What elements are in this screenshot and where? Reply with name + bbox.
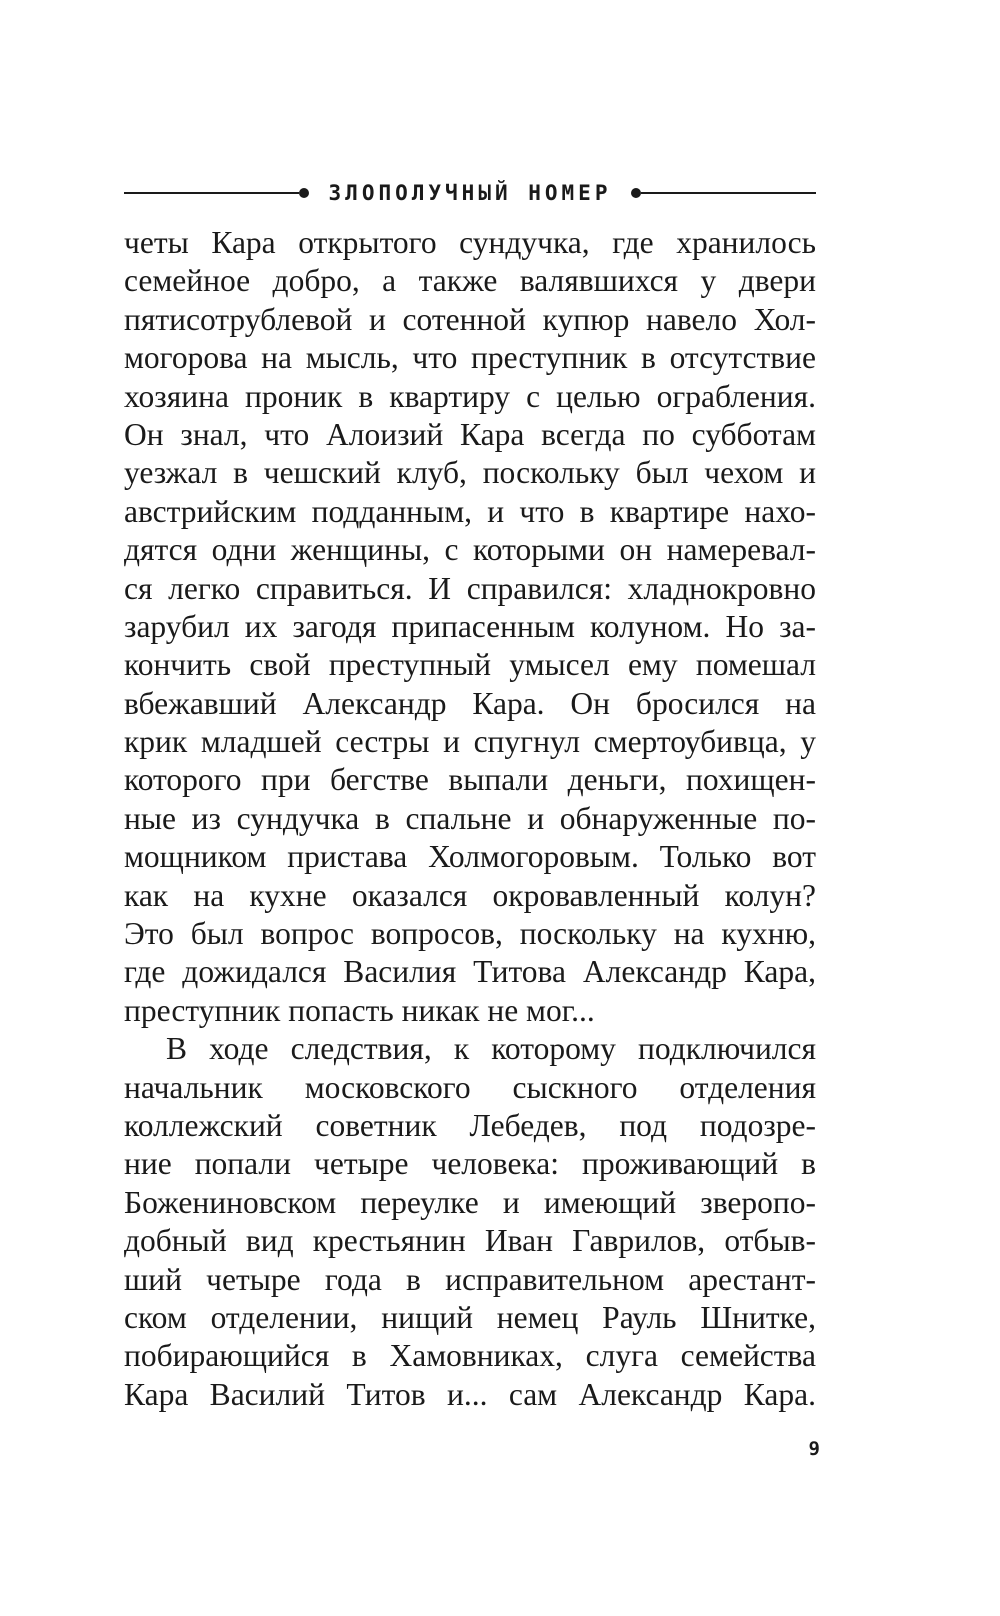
text-line: которого при бегстве выпали деньги, похищен- [124, 762, 816, 798]
header-rule-left [124, 192, 299, 194]
text-line: преступник попасть никак не мог... [124, 992, 595, 1028]
text-line: В ходе следствия, к которому подключился [166, 1031, 816, 1067]
text-line: вбежавший Александр Кара. Он бросился на [124, 685, 816, 721]
text-line: дятся одни женщины, с которыми он намеревал- [124, 532, 816, 568]
page-number: 9 [808, 1438, 820, 1460]
text-line: четы Кара открытого сундучка, где хранилось [124, 225, 816, 260]
text-line: начальник московского сыскного отделения [124, 1069, 816, 1105]
text-line: мощником пристава Холмогоровым. Только вот [124, 839, 816, 875]
text-line: уезжал в чешский клуб, поскольку был чехом и [124, 455, 816, 491]
text-line: зарубил их загодя припасенным колуном. Но за- [124, 608, 816, 644]
text-line: ший четыре года в исправительном арестант- [124, 1261, 816, 1297]
text-line: ные из сундучка в спальне и обнаруженные по- [124, 800, 816, 836]
header-rule-right [641, 192, 816, 194]
body-text [124, 224, 816, 1414]
text-line: семейное добро, а также валявшихся у двери [124, 263, 816, 299]
text-line: как на кухне оказался окровавленный колун? [124, 877, 816, 913]
text-line: крик младшей сестры и спугнул смертоубивца, у [124, 724, 816, 760]
text-line: Он знал, что Алоизий Кара всегда по субботам [124, 416, 816, 452]
text-line: коллежский советник Лебедев, под подозре- [124, 1107, 816, 1143]
text-line: Кара Василий Титов и... сам Александр Кара. [124, 1376, 816, 1412]
text-line: Божениновском переулке и имеющий зверопо- [124, 1184, 816, 1220]
running-title: ЗЛОПОЛУЧНЫЙ НОМЕР [328, 181, 612, 205]
text-line: пятисотрублевой и сотенной купюр навело Хол- [124, 301, 816, 337]
text-line: добный вид крестьянин Иван Гаврилов, отбыв- [124, 1223, 816, 1259]
text-line: Это был вопрос вопросов, поскольку на кухню, [124, 916, 816, 952]
text-line: хозяина проник в квартиру с целью ограбления. [124, 378, 816, 414]
text-line: где дожидался Василия Титова Александр Кара, [124, 954, 816, 990]
text-line: австрийским подданным, и что в квартире нахо- [124, 493, 816, 529]
text-line: ся легко справиться. И справился: хладнокровно [124, 570, 816, 606]
text-line: могорова на мысль, что преступник в отсутствие [124, 340, 816, 376]
text-line: ние попали четыре человека: проживающий в [124, 1146, 816, 1182]
bullet-left [299, 188, 309, 198]
text-line: побирающийся в Хамовниках, слуга семейства [124, 1338, 816, 1374]
bullet-right [631, 188, 641, 198]
running-header [124, 176, 816, 210]
text-line: кончить свой преступный умысел ему помешал [124, 647, 816, 683]
text-line: ском отделении, нищий немец Рауль Шнитке, [124, 1299, 816, 1335]
